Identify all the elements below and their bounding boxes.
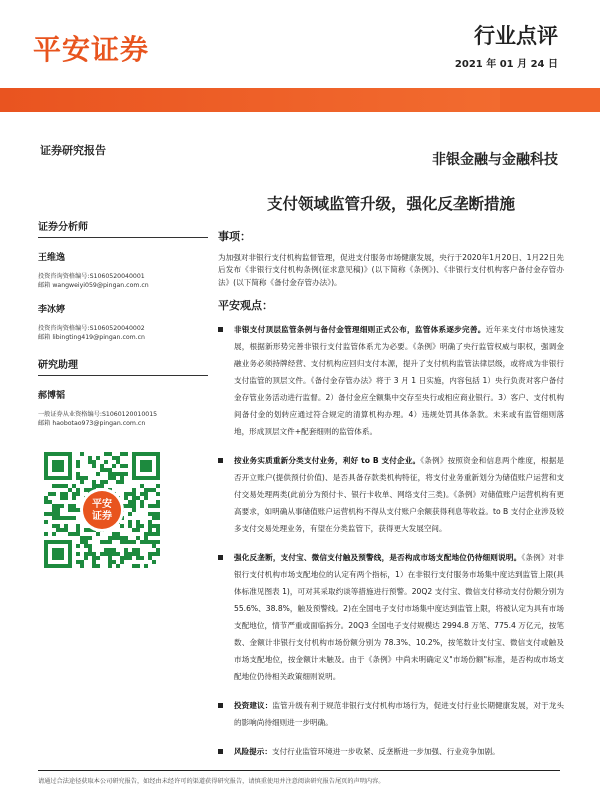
analyst-email: 邮箱 libingting419@pingan.com.cn [38, 334, 145, 341]
view-bullet [218, 697, 564, 731]
view-bullet-list [218, 321, 564, 760]
view-bullet [218, 743, 564, 760]
bullet-lead: 投资建议： [234, 701, 273, 711]
qr-code-image [44, 452, 160, 568]
events-heading: 事项： [218, 230, 251, 243]
assistant-card [38, 388, 208, 428]
bullet-text: 监管升级有利于规范非银行支付机构市场行为，促进支付行业长期健康发展，对于龙头的影响尚待细则进一步明确。 [234, 701, 565, 728]
bullet-lead: 风险提示： [234, 747, 272, 757]
analyst-cert: 投资咨询资格编号:S1060520040002 [38, 325, 145, 332]
analyst-name: 王维逸 [38, 253, 66, 263]
assistant-name: 郝博韬 [38, 391, 66, 401]
bullet-lead: 强化反垄断，支付宝、微信支付触及预警线，是否构成市场支配地位仍待细则说明。 [234, 553, 522, 563]
events-paragraph: 为加强对非银行支付机构监督管理，促进支付服务市场健康发展，央行于2020年1月20日、1月22日先后发布《非银行支付机构条例(征求意见稿)》(以下简称《条例》)、《非银行支付机构客户备付金存管办法》(以下简称《备付金存管办法》)。 [218, 253, 564, 287]
bullet-lead: 非银支付顶层监管条例与备付金管理细则正式公布，监管体系逐步完善。 [234, 325, 486, 335]
assistant-heading: 研究助理 [38, 356, 208, 376]
analyst-card [38, 250, 208, 290]
bullet-text: 《条例》对非银行支付机构市场支配地位的认定有两个指标，1）在非银行支付服务市场集中度达到监管上限(具体标准见图表 1)，可对其采取约谈等措施进行预警。20Q2 支付宝、微信支付移动支付份额分别为 55.6%、38.8%，触及预警线。2)在全国电子支付市场集中度达到监管上限，将被认定为具有市场支配地位，情节严重或面临拆分。20Q3 全国电子支付规模达 2994.8 万笔、775.4 万亿元，按笔数、金额计非银行支付机构市场份额分别为 78.3%、10.2%，按笔数计支付宝、微信支付或触及市场支配地位，按金额计未触及。由于《条例》中尚未明确定义"市场份额"标准，是否构成市场支配地位仍待相关政策细则说明。 [234, 553, 565, 682]
footer-disclaimer: 请通过合法途径获取本公司研究报告，如经由未经许可的渠道获得研究报告，请慎重使用并注意阅读研究报告尾页的声明内容。 [38, 778, 385, 785]
footer-divider [38, 770, 560, 771]
assistant-cert: 一般证券从业资格编号:S1060120010015 [38, 411, 158, 418]
analyst-cert: 投资咨询资格编号:S1060520040001 [38, 273, 145, 280]
view-bullet [218, 321, 564, 440]
sector-name: 非银金融与金融科技 [432, 152, 558, 168]
bullet-lead: 按业务实质重新分类支付业务，利好 to B 支付企业。 [234, 456, 421, 466]
analyst-sidebar [38, 218, 208, 440]
report-label: 证券研究报告 [40, 144, 106, 157]
analyst-card [38, 302, 208, 342]
assistant-email: 邮箱 haobotao973@pingan.com.cn [38, 420, 146, 427]
bullet-text: 《条例》按照资金和信息两个维度，根据是否开立账户(提供预付价值)、是否具备存款类机构特征，将支付业务重新划分为储值账户运营和支付交易处理两类(此前分为预付卡、银行卡收单、网络支付三类)。《条例》对储值账户运营机构有更高要求，如明确从事储值账户运营机构不得从支付账户余额获得利息等收益。to B 支付企业涉及较多支付交易处理业务，有望在分类监管下，获得更大发展空间。 [234, 456, 564, 534]
company-logo: 平安证券 [33, 33, 150, 66]
header-band [0, 88, 600, 112]
report-title: 支付领域监管升级，强化反垄断措施 [266, 195, 515, 213]
report-date: 2021 年 01 月 24 日 [454, 59, 558, 70]
analyst-email: 邮箱 wangweiyi059@pingan.com.cn [38, 282, 149, 289]
analyst-name: 李冰婷 [38, 305, 66, 315]
analysts-heading: 证券分析师 [38, 218, 208, 238]
document-type: 行业点评 [474, 24, 558, 48]
view-bullet [218, 549, 564, 685]
view-heading: 平安观点： [218, 299, 273, 313]
bullet-text: 近年来支付市场快速发展，根据新形势完善非银行支付监管体系尤为必要。《条例》明确了央行监管权威与职权，强调金融业务必须持牌经营、支付机构应回归支付本源，提升了支付机构监管法律层级，或将成为非银行支付监管的顶层文件。《备付金存管办法》将于 3 月 1 日实施，内容包括 1）央行负责对客户备付金存管业务活动进行监督。2）备付金应全额集中交存至央行或相应商业银行。3）客户、支付机构间备付金的划转应通过符合规定的清算机构办理。4）违规处罚具体条款。未来或有监管细则落地，形成顶层文件+配套细则的监管体系。 [234, 325, 565, 437]
qr-code [44, 452, 160, 568]
bullet-text: 支付行业监管环境进一步收紧、反垄断进一步加强、行业竞争加剧。 [271, 747, 500, 757]
report-header [0, 0, 600, 88]
qr-logo-line2: 证券 [92, 511, 112, 522]
main-content [218, 192, 564, 772]
view-bullet [218, 452, 564, 537]
qr-logo-line1: 平安 [92, 499, 112, 510]
